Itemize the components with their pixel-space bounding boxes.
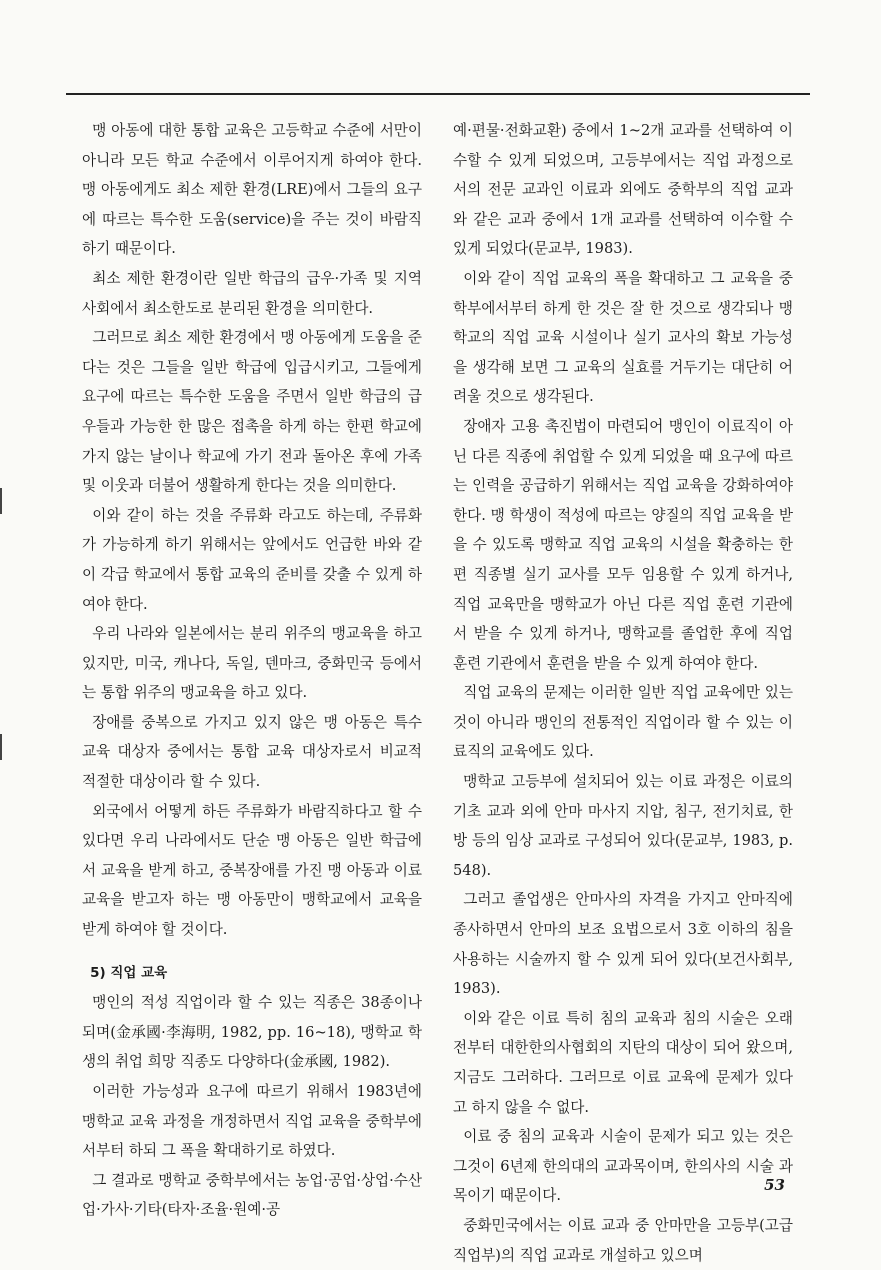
paragraph: 이와 같이 직업 교육의 폭을 확대하고 그 교육을 중학부에서부터 하게 한 것은 잘 한 것으로 생각되나 맹학교의 직업 교육 시설이나 실기 교사의 확보 가능성을 생각해 보면 그 교육의 실효를 거두기는 대단히 어려울 것으로 생각된다. bbox=[453, 269, 793, 406]
paragraph: 외국에서 어떻게 하든 주류화가 바람직하다고 할 수 있다면 우리 나라에서도 단순 맹 아동은 일반 학급에서 교육을 받게 하고, 중복장애를 가진 맹 아동과 이료 교육을 받고자 하는 맹 아동만이 맹학교에서 교육을 받게 하여야 할 것이다. bbox=[82, 802, 422, 939]
paragraph: 그러므로 최소 제한 환경에서 맹 아동에게 도움을 준다는 것은 그들을 일반 학급에 입급시키고, 그들에게 요구에 따르는 특수한 도움을 주면서 일반 학급의 급우들과 가능한 한 많은 접촉을 하게 하는 한편 학교에 가지 않는 날이나 학교에 가기 전과 돌아온 후에 가족 및 이웃과 더불어 생활하게 한다는 것을 의미한다. bbox=[82, 329, 422, 495]
paragraph: 이와 같은 이료 특히 침의 교육과 침의 시술은 오래전부터 대한한의사협회의 지탄의 대상이 되어 왔으며, 지금도 그러하다. 그러므로 이료 교육에 문제가 있다고 하지 않을 수 없다. bbox=[453, 1009, 793, 1116]
margin-mark bbox=[0, 734, 2, 760]
paragraph: 직업 교육의 문제는 이러한 일반 직업 교육에만 있는 것이 아니라 맹인의 전통적인 직업이라 할 수 있는 이료직의 교육에도 있다. bbox=[453, 684, 793, 761]
page-number: 53 bbox=[764, 1176, 785, 1194]
right-column bbox=[453, 116, 793, 1270]
paragraph: 우리 나라와 일본에서는 분리 위주의 맹교육을 하고 있지만, 미국, 캐나다, 독일, 덴마크, 중화민국 등에서는 통합 위주의 맹교육을 하고 있다. bbox=[82, 625, 422, 702]
paragraph: 이료 중 침의 교육과 시술이 문제가 되고 있는 것은 그것이 6년제 한의대의 교과목이며, 한의사의 시술 과목이기 때문이다. bbox=[453, 1128, 793, 1205]
paragraph: 그러고 졸업생은 안마사의 자격을 가지고 안마직에 종사하면서 안마의 보조 요법으로서 3호 이하의 침을 사용하는 시술까지 할 수 있게 되어 있다(보건사회부, 1983). bbox=[453, 891, 793, 998]
paragraph-continuation: 예·편물·전화교환) 중에서 1~2개 교과를 선택하여 이수할 수 있게 되었으며, 고등부에서는 직업 과정으로서의 전문 교과인 이료과 외에도 중학부의 직업 교과와 같은 교과 중에서 1개 교과를 선택하여 이수할 수 있게 되었다(문교부, 1983). bbox=[453, 122, 793, 258]
section-heading: 5) 직업 교육 bbox=[90, 964, 168, 981]
left-column bbox=[82, 116, 422, 1225]
paragraph: 맹 아동에 대한 통합 교육은 고등학교 수준에 서만이 아니라 모든 학교 수준에서 이루어지게 하여야 한다. 맹 아동에게도 최소 제한 환경(LRE)에서 그들의 요구에 따르는 특수한 도움(service)을 주는 것이 바람직하기 때문이다. bbox=[82, 122, 422, 258]
paragraph: 중화민국에서는 이료 교과 중 안마만을 고등부(고급직업부)의 직업 교과로 개설하고 있으며 bbox=[453, 1216, 793, 1264]
paragraph: 맹인의 적성 직업이라 할 수 있는 직종은 38종이나 되며(金承國·李海明, 1982, pp. 16~18), 맹학교 학생의 취업 희망 직종도 다양하다(金承國, 1982). bbox=[82, 994, 422, 1071]
header-rule bbox=[66, 93, 810, 95]
margin-mark bbox=[0, 488, 2, 514]
paragraph: 맹학교 고등부에 설치되어 있는 이료 과정은 이료의 기초 교과 외에 안마 마사지 지압, 침구, 전기치료, 한방 등의 임상 교과로 구성되어 있다(문교부, 1983, p. 548). bbox=[453, 773, 793, 879]
paragraph: 이러한 가능성과 요구에 따르기 위해서 1983년에 맹학교 교육 과정을 개정하면서 직업 교육을 중학부에서부터 하되 그 폭을 확대하기로 하였다. bbox=[82, 1083, 422, 1160]
paragraph: 이와 같이 하는 것을 주류화 라고도 하는데, 주류화가 가능하게 하기 위해서는 앞에서도 언급한 바와 같이 각급 학교에서 통합 교육의 준비를 갖출 수 있게 하여야 한다. bbox=[82, 506, 422, 613]
paragraph: 최소 제한 환경이란 일반 학급의 급우·가족 및 지역 사회에서 최소한도로 분리된 환경을 의미한다. bbox=[82, 269, 422, 317]
paragraph: 장애자 고용 촉진법이 마련되어 맹인이 이료직이 아닌 다른 직종에 취업할 수 있게 되었을 때 요구에 따르는 인력을 공급하기 위해서는 직업 교육을 강화하여야 한다. 맹 학생이 적성에 따르는 양질의 직업 교육을 받을 수 있도록 맹학교 직업 교육의 시설을 확충하는 한편 직종별 실기 교사를 모두 임용할 수 있게 하거나, 직업 교육만을 맹학교가 아닌 다른 직업 훈련 기관에서 받을 수 있게 하거나, 맹학교를 졸업한 후에 직업 훈련 기관에서 훈련을 받을 수 있게 하여야 한다. bbox=[453, 417, 793, 672]
paragraph: 그 결과로 맹학교 중학부에서는 농업·공업·상업·수산업·가사·기타(타자·조율·원예·공 bbox=[82, 1171, 422, 1219]
paragraph: 장애를 중복으로 가지고 있지 않은 맹 아동은 특수 교육 대상자 중에서는 통합 교육 대상자로서 비교적 적절한 대상이라 할 수 있다. bbox=[82, 713, 422, 791]
